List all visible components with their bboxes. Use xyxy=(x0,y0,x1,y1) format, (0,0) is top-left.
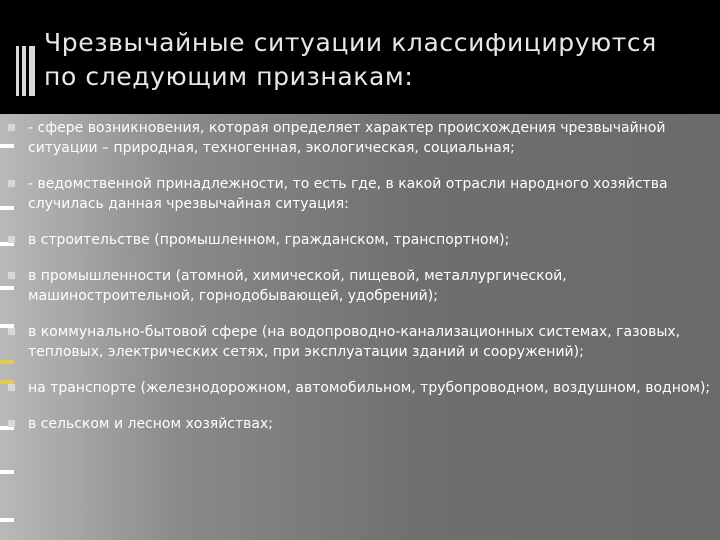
bullet-icon xyxy=(8,272,15,279)
list-item xyxy=(8,174,714,214)
decorative-bars xyxy=(16,46,38,96)
bullet-list xyxy=(8,118,714,450)
slide-title xyxy=(44,26,704,94)
bullet-icon xyxy=(8,236,15,243)
title-line-2: по следующим признакам: xyxy=(44,62,414,91)
list-item xyxy=(8,378,714,398)
list-item xyxy=(8,322,714,362)
bullet-icon xyxy=(8,124,15,131)
list-item xyxy=(8,266,714,306)
bullet-icon xyxy=(8,180,15,187)
list-item-text: - сфере возникновения, которая определяет характер происхождения чрезвычайной ситуации – природная, техногенная, экологическая, социальная; xyxy=(28,120,666,156)
list-item xyxy=(8,414,714,434)
list-item-text: в сельском и лесном хозяйствах; xyxy=(28,416,273,432)
bullet-icon xyxy=(8,384,15,391)
bullet-icon xyxy=(8,420,15,427)
list-item-text: в строительстве (промышленном, гражданском, транспортном); xyxy=(28,232,510,248)
bullet-icon xyxy=(8,328,15,335)
list-item-text: в коммунально-бытовой сфере (на водопроводно-канализационных системах, газовых, тепловых, электрических сетях, при эксплуатации зданий и сооружений); xyxy=(28,324,681,360)
list-item xyxy=(8,118,714,158)
list-item-text: - ведомственной принадлежности, то есть где, в какой отрасли народного хозяйства случилась данная чрезвычайная ситуация: xyxy=(28,176,668,212)
title-line-1: Чрезвычайные ситуации классифицируются xyxy=(44,28,657,57)
list-item-text: на транспорте (железнодорожном, автомобильном, трубопроводном, воздушном, водном); xyxy=(28,380,711,396)
list-item-text: в промышленности (атомной, химической, пищевой, металлургической, машиностроительной, горнодобывающей, удобрений); xyxy=(28,268,567,304)
list-item xyxy=(8,230,714,250)
